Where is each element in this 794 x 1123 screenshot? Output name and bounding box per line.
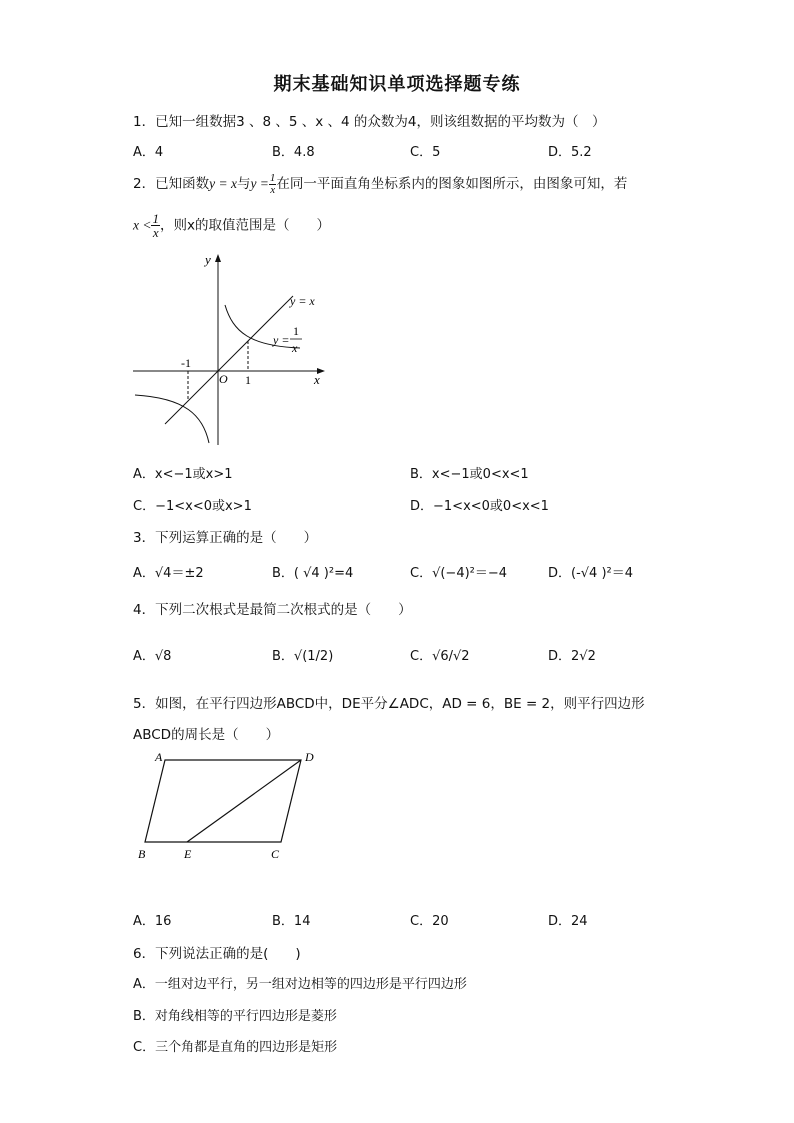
question-5-stem-line2: ABCD的周长是（ ）	[133, 727, 280, 743]
q2-cond-denominator: x	[152, 225, 159, 240]
question-1-option-b[interactable]: B．4.8	[272, 145, 315, 160]
question-4-option-c[interactable]: C．√6/√2	[410, 649, 470, 664]
vertex-label-d: D	[305, 750, 314, 764]
curve-label-denominator: x	[292, 341, 298, 355]
tick-label-neg-1: -1	[181, 356, 191, 370]
question-2-stem-line2	[133, 212, 330, 239]
q2-stem-part4: ，则x的取值范围是（ ）	[159, 217, 330, 234]
q2-func1: y = x	[209, 176, 237, 191]
question-3-option-d[interactable]: D．(-√4 )²＝4	[548, 566, 634, 581]
question-2-option-d[interactable]: D．−1<x<0或0<x<1	[410, 499, 549, 514]
question-6-option-a[interactable]: A．一组对边平行，另一组对边相等的四边形是平行四边形	[133, 977, 467, 992]
question-2-option-a[interactable]: A．x<−1或x>1	[133, 467, 233, 482]
question-4-option-b[interactable]: B．√(1/2)	[272, 649, 334, 664]
x-axis-label: x	[314, 372, 320, 387]
question-1-option-a[interactable]: A．4	[133, 145, 164, 160]
question-3-option-a[interactable]: A．√4＝±2	[133, 566, 204, 581]
page-title: 期末基础知识单项选择题专练	[273, 74, 521, 95]
question-3-stem: 3．下列运算正确的是（ ）	[133, 530, 318, 546]
origin-label: O	[219, 372, 228, 386]
tick-label-1: 1	[245, 373, 251, 387]
question-1-option-c[interactable]: C．5	[410, 145, 441, 160]
q2-cond-fraction	[151, 212, 160, 239]
question-3-option-b[interactable]: B．( √4 )²=4	[272, 566, 354, 581]
hyperbola-branch-3	[135, 395, 209, 443]
question-6-stem: 6．下列说法正确的是( )	[133, 946, 301, 962]
question-4-option-d[interactable]: D．2√2	[548, 649, 596, 664]
question-1-stem: 1．已知一组数据3 、8 、5 、x 、4 的众数为4，则该组数据的平均数为（ ）	[133, 114, 606, 130]
question-3-option-c[interactable]: C．√(−4)²＝−4	[410, 566, 508, 581]
question-2-option-c[interactable]: C．−1<x<0或x>1	[133, 499, 252, 514]
q2-cond-lhs: x <	[133, 217, 152, 233]
question-6-option-c[interactable]: C．三个角都是直角的四边形是矩形	[133, 1040, 338, 1055]
vertex-label-a: A	[155, 750, 163, 764]
parallelogram-figure	[135, 748, 325, 868]
line-label: y = x	[290, 294, 315, 308]
vertex-label-c: C	[271, 847, 280, 861]
question-4-option-a[interactable]: A．√8	[133, 649, 172, 664]
y-axis-arrow-icon	[215, 254, 221, 262]
question-5-stem-line1: 5．如图，在平行四边形ABCD中，DE平分∠ADC，AD = 6，BE = 2，则平行四边形	[133, 696, 645, 712]
function-graph	[125, 250, 335, 450]
question-5-option-c[interactable]: C．20	[410, 914, 449, 929]
question-5-option-b[interactable]: B．14	[272, 914, 311, 929]
question-4-stem: 4．下列二次根式是最简二次根式的是（ ）	[133, 602, 412, 618]
question-2-option-b[interactable]: B．x<−1或0<x<1	[410, 467, 529, 482]
vertex-label-b: B	[138, 847, 146, 861]
question-1-option-d[interactable]: D．5.2	[548, 145, 592, 160]
q2-stem-part2: 与	[236, 176, 251, 192]
q2-cond-numerator: 1	[152, 211, 159, 226]
parallelogram-abcd	[145, 760, 301, 842]
vertex-label-e: E	[184, 847, 192, 861]
q2-func2-lhs: y =	[250, 176, 269, 191]
question-6-option-b[interactable]: B．对角线相等的平行四边形是菱形	[133, 1009, 337, 1024]
question-5-option-a[interactable]: A．16	[133, 914, 172, 929]
q2-stem-part3: 在同一平面直角坐标系内的图象如图所示，由图象可知，若	[276, 176, 628, 192]
q2-func2-denominator: x	[270, 183, 276, 196]
y-axis-label: y	[205, 252, 211, 267]
question-2-stem-line1	[133, 172, 627, 196]
curve-label-numerator: 1	[293, 324, 299, 338]
curve-label-lhs: y =	[273, 333, 290, 347]
question-5-option-d[interactable]: D．24	[548, 914, 588, 929]
q2-func2-numerator: 1	[269, 171, 276, 184]
q2-stem-part1: 2．已知函数	[133, 176, 210, 192]
